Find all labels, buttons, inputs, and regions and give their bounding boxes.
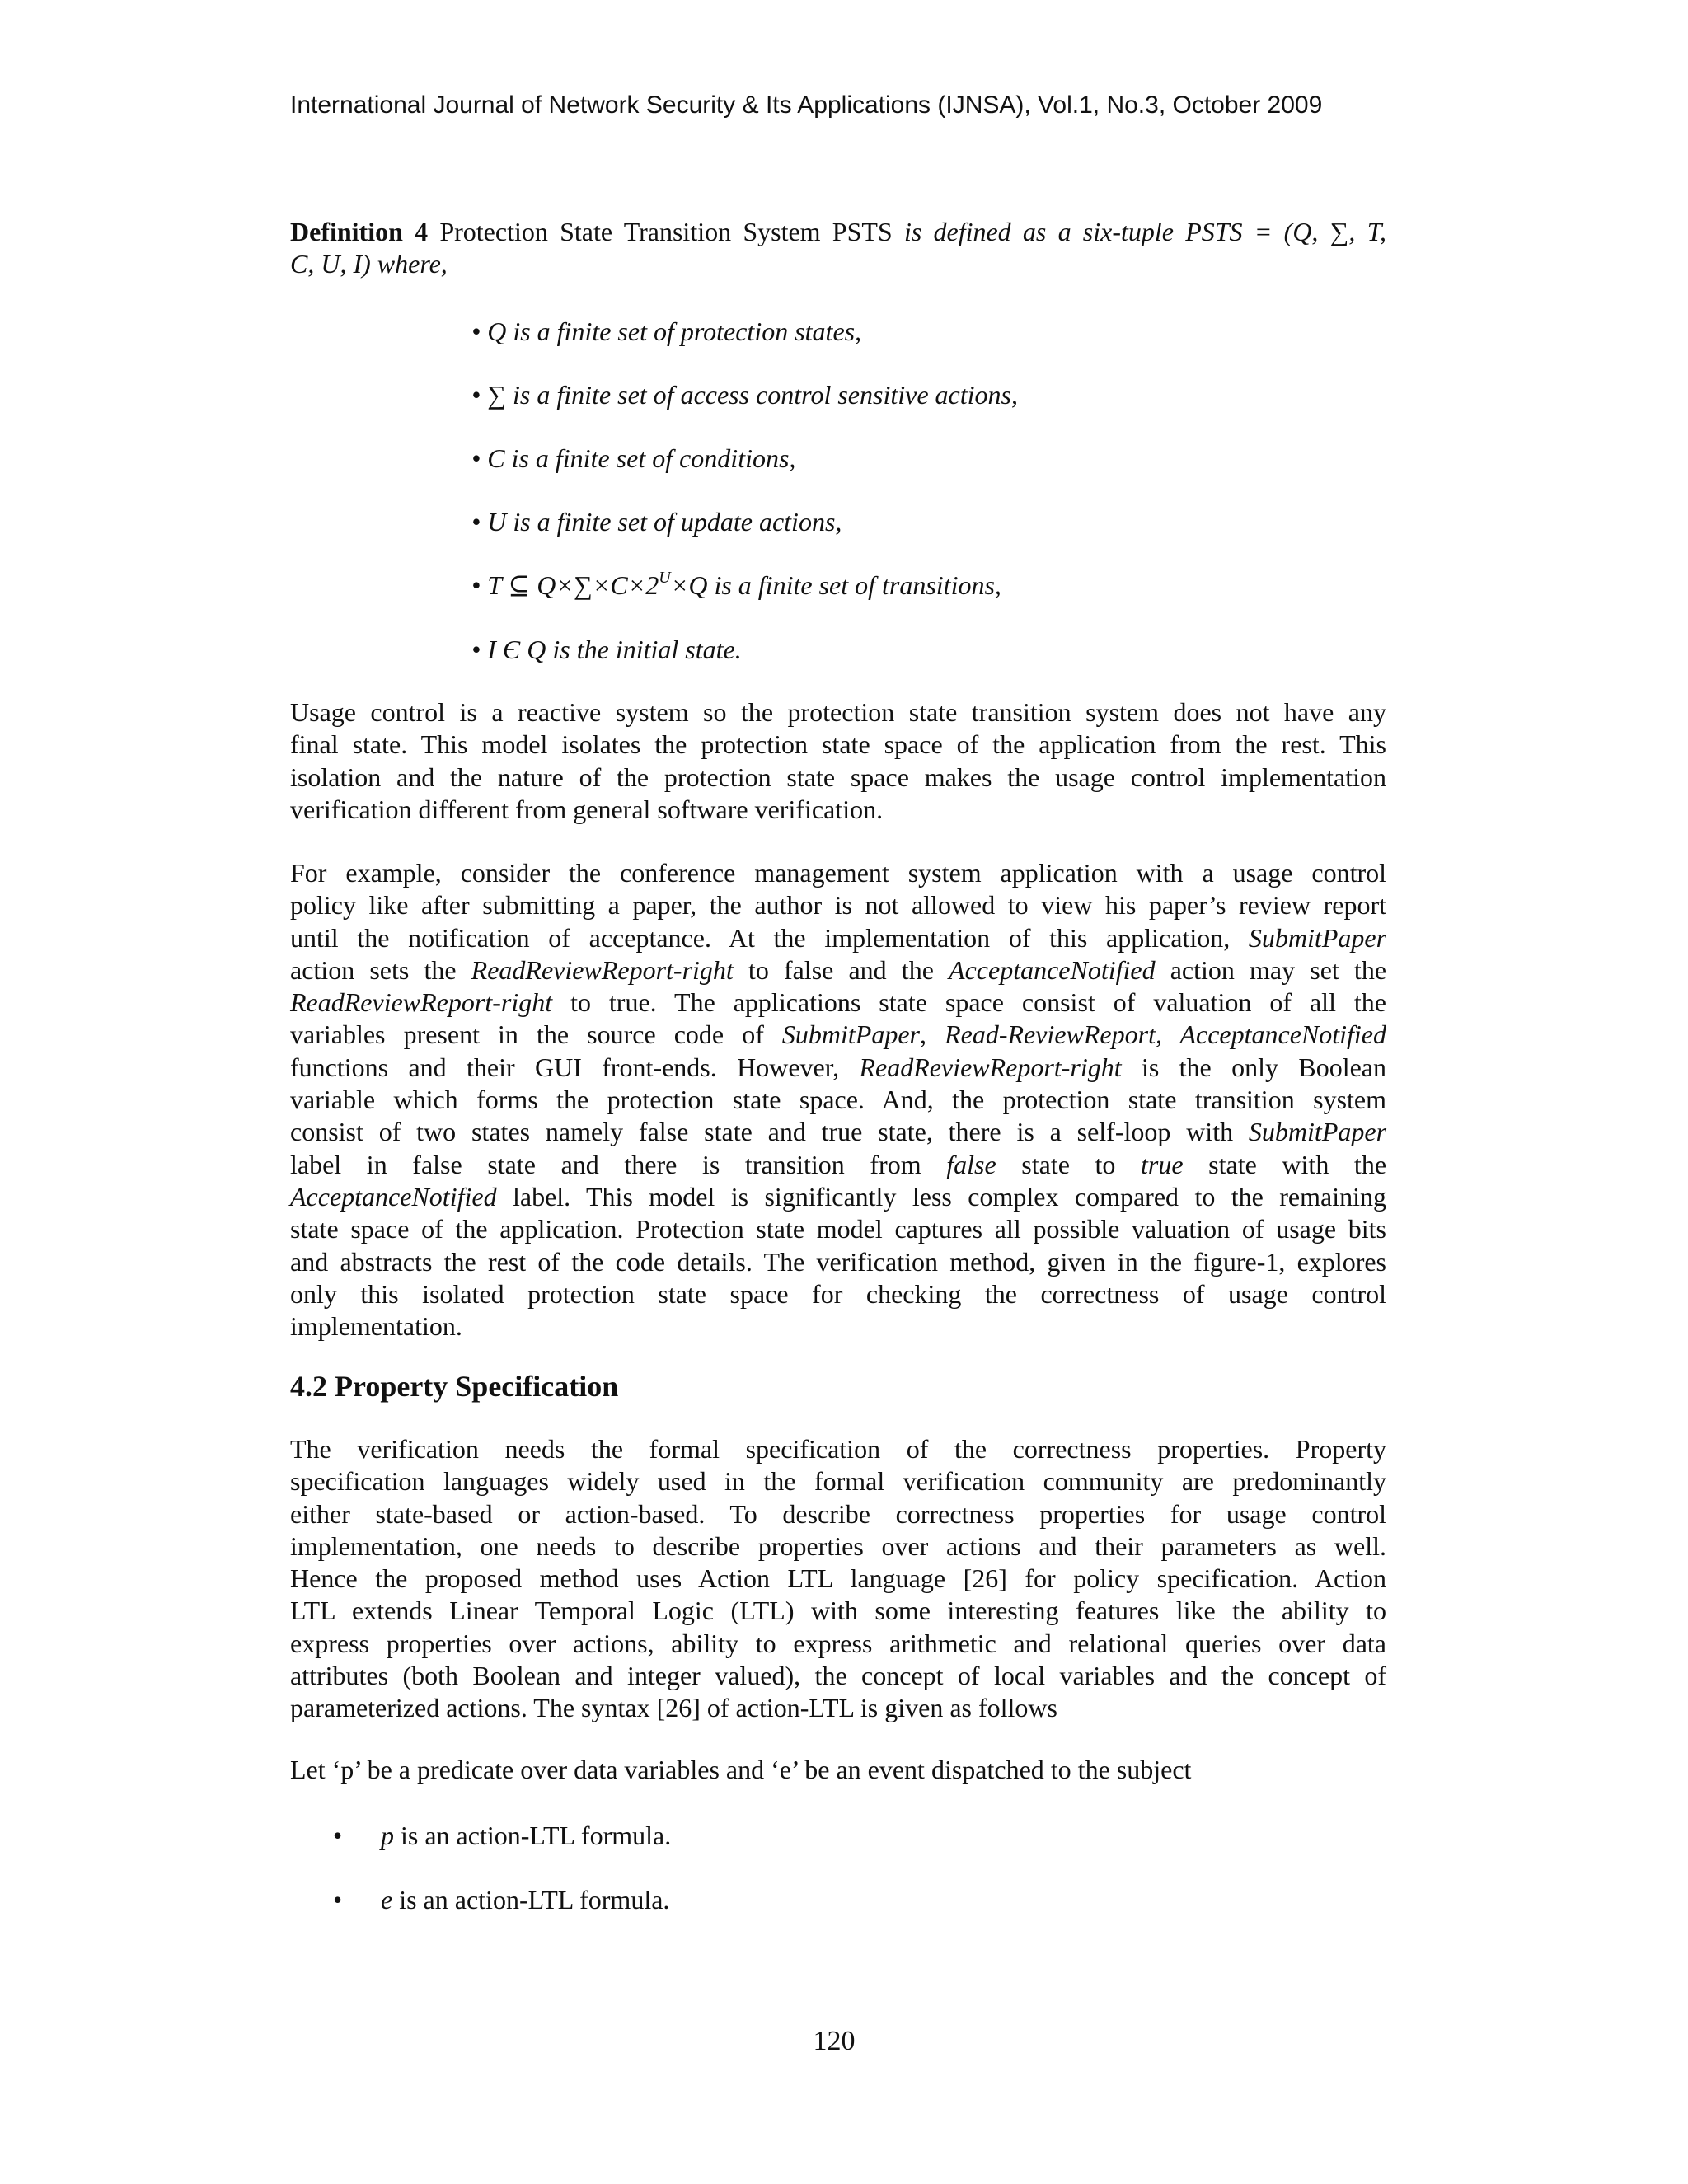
paragraph-verification: The verification needs the formal specification of the correctness properties. Property specification languages widely used in the formal verification community are predominantly either state-based or action-based. To describe correctness properties for usage control implementation, one needs to describe properties over actions and their parameters as well. Hence the proposed method uses Action LTL language [26] for policy specification. Action LTL extends Linear Temporal Logic (LTL) with some interesting features like the ability to express properties over actions, ability to express arithmetic and relational queries over data attributes (both Boolean and integer valued), the concept of local variables and the concept of parameterized actions. The syntax [26] of action-LTL is given as follows <box>290 1434 1386 1723</box>
bullet-icon: • <box>333 1821 343 1850</box>
bullet-icon: • <box>333 1885 343 1915</box>
definition-paragraph: Definition 4 Protection State Transition System PSTS is defined as a six-tuple PSTS = (Q, ∑, T, C, U, I) where, <box>290 217 1387 279</box>
list-item: • I Є Q is the initial state. <box>471 635 742 664</box>
paragraph-example: For example, consider the conference management system application with a usage control policy like after submitting a paper, the author is not allowed to view his paper’s review report until the notification of acceptance. At the implementation of this application, SubmitPaper action sets the ReadReviewReport-right to false and the AcceptanceNotified action may set the ReadReviewReport-right to true. The applications state space consist of valuation of all the variables present in the source code of SubmitPaper, Read-ReviewReport, AcceptanceNotified functions and their GUI front-ends. However, ReadReviewReport-right is the only Boolean variable which forms the protection state space. And, the protection state transition system consist of two states namely false state and true state, there is a self-loop with SubmitPaper label in false state and there is transition from false state to true state with the AcceptanceNotified label. This model is significantly less complex compared to the remaining state space of the application. Protection state model captures all possible valuation of usage bits and abstracts the rest of the code details. The verification method, given in the figure-1, explores only this isolated protection state space for checking the correctness of usage control implementation. <box>290 858 1387 1342</box>
journal-header: International Journal of Network Security & Its Applications (IJNSA), Vol.1, No.3, October 2009 <box>290 91 1323 119</box>
section-heading: 4.2 Property Specification <box>290 1370 619 1403</box>
page-number: 120 <box>813 2026 856 2056</box>
list-item: • T ⊆ $Q\times\sum\times C\times 2^U\times Q$ is a finite set of transitions, <box>471 569 1001 600</box>
let-statement: Let ‘p’ be a predicate over data variables and ‘e’ be an event dispatched to the subject <box>290 1755 1192 1784</box>
paragraph-usage-control: Usage control is a reactive system so the protection state transition system does not have any final state. This model isolates the protection state space of the application from the rest. This isolation and the nature of the protection state space makes the usage control implementation verification different from general software verification. <box>290 697 1386 824</box>
definition-label: Definition 4 <box>290 217 429 246</box>
list-item: • e is an action-LTL formula. <box>333 1885 670 1915</box>
list-item: • ∑ is a finite set of access control sensitive actions, <box>471 380 1018 410</box>
list-item: • U is a finite set of update actions, <box>471 507 842 537</box>
list-item: • p is an action-LTL formula. <box>333 1821 672 1850</box>
list-item: • Q is a finite set of protection states, <box>471 316 862 346</box>
list-item: • C is a finite set of conditions, <box>471 443 796 473</box>
